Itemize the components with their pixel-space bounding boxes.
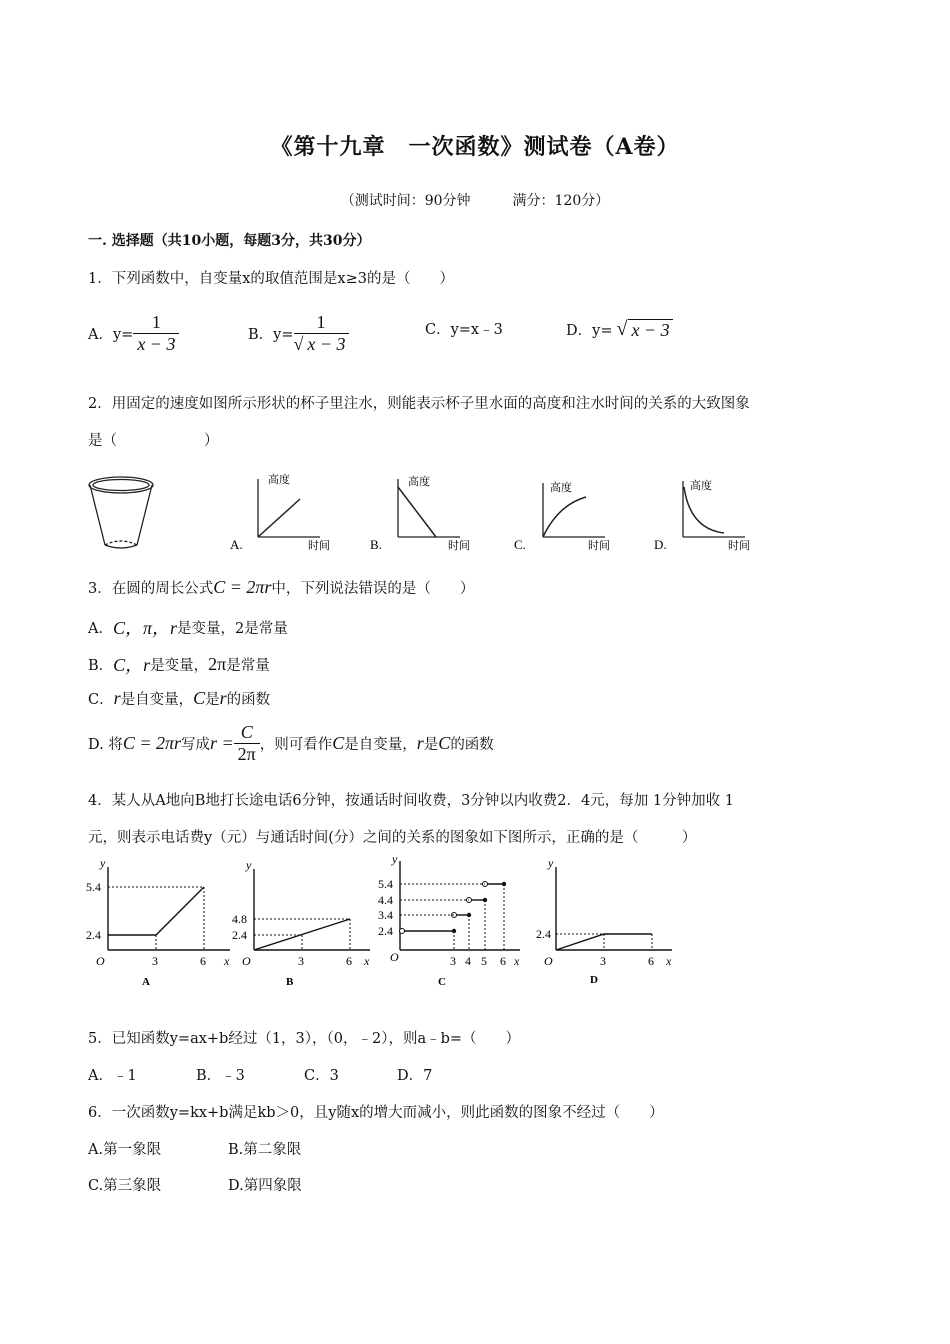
q2-d-label: D. bbox=[654, 537, 667, 552]
q3-stem: 3．在圆的周长公式 C = 2πr 中，下列说法错误的是（ ） bbox=[88, 577, 475, 597]
q4-stem-line2: 元，则表示电话费y（元）与通话时间(分）之间的关系的图象如下图所示，正确的是（ ） bbox=[88, 830, 697, 846]
q4-graph-b bbox=[232, 858, 370, 988]
q3-formula: C = 2πr bbox=[213, 577, 272, 597]
svg-text:O: O bbox=[242, 954, 251, 968]
svg-text:3: 3 bbox=[298, 954, 304, 968]
svg-text:y: y bbox=[392, 855, 398, 866]
svg-text:4.8: 4.8 bbox=[232, 912, 247, 926]
q5-option-a: A．﹣1 bbox=[88, 1068, 137, 1084]
svg-text:5: 5 bbox=[481, 954, 487, 968]
q1-option-a bbox=[88, 312, 179, 355]
svg-text:O: O bbox=[390, 950, 399, 964]
q3-option-a: A． C，π，r 是变量，2是常量 bbox=[88, 618, 288, 638]
q5-option-c: C．3 bbox=[304, 1068, 339, 1084]
svg-text:5.4: 5.4 bbox=[378, 877, 393, 891]
svg-text:5.4: 5.4 bbox=[86, 880, 101, 894]
q6-option-d: D.第四象限 bbox=[228, 1178, 302, 1194]
cup-icon bbox=[89, 477, 153, 548]
q2-stem-line1: 2．用固定的速度如图所示形状的杯子里注水，则能表示杯子里水面的高度和注水时间的关系的大致图象 bbox=[88, 396, 750, 412]
svg-text:B: B bbox=[286, 976, 294, 988]
q2-d-ylabel: 高度 bbox=[690, 480, 712, 492]
q1-option-b bbox=[248, 312, 349, 355]
q5-stem: 5．已知函数y=ax+b经过（1，3），（0，﹣2），则a﹣b=（ ） bbox=[88, 1031, 521, 1047]
q4-graph-a bbox=[86, 856, 230, 988]
q4-stem-line1: 4．某人从A地向B地打长途电话6分钟，按通话时间收费，3分钟以内收费2．4元，每加 1分钟加收 1 bbox=[88, 793, 734, 809]
svg-text:3: 3 bbox=[450, 954, 456, 968]
q5-option-d: D．7 bbox=[397, 1068, 433, 1084]
q3-option-d: D. 将 C = 2πr 写成 r = $\frac{C}{2\pi}$ ，则可看作 C 是自变量， r 是 C 的函数 bbox=[88, 722, 494, 764]
svg-text:x: x bbox=[364, 954, 370, 968]
q1-option-c: C．y=x﹣3 bbox=[425, 322, 503, 338]
svg-text:y: y bbox=[246, 858, 252, 872]
svg-text:y: y bbox=[100, 856, 106, 870]
svg-text:2.4: 2.4 bbox=[378, 924, 393, 938]
q1-b-label: B．y= bbox=[248, 327, 294, 343]
svg-text:D: D bbox=[590, 974, 598, 986]
svg-text:O: O bbox=[96, 954, 105, 968]
q6-stem: 6．一次函数y=kx+b满足kb＞0，且y随x的增大而减小，则此函数的图象不经过（ ） bbox=[88, 1105, 664, 1121]
q1-a-label: A．y= bbox=[88, 327, 134, 343]
q3-option-c: C． r 是自变量， C 是 r 的函数 bbox=[88, 688, 271, 708]
q6-option-a: A.第一象限 bbox=[88, 1142, 162, 1158]
q6-option-b: B.第二象限 bbox=[228, 1142, 302, 1158]
q2-graph-a bbox=[230, 472, 330, 552]
svg-text:O: O bbox=[544, 954, 553, 968]
q1-d-radicand: x − 3 bbox=[628, 319, 672, 341]
svg-text:x: x bbox=[666, 954, 672, 968]
section-heading: 一. 选择题（共10小题，每题3分，共30分） bbox=[88, 233, 371, 249]
q1-stem: 1．下列函数中，自变量x的取值范围是x≥3的是（ ） bbox=[88, 271, 454, 287]
svg-text:3: 3 bbox=[152, 954, 158, 968]
svg-text:2.4: 2.4 bbox=[536, 927, 551, 941]
q2-b-xlabel: 时间 bbox=[448, 540, 470, 552]
svg-text:6: 6 bbox=[346, 954, 352, 968]
svg-text:6: 6 bbox=[648, 954, 654, 968]
q2-d-xlabel: 时间 bbox=[728, 540, 750, 552]
q1-option-d: D．y= √ x − 3 bbox=[566, 318, 673, 341]
q2-c-ylabel: 高度 bbox=[550, 482, 572, 494]
svg-text:A: A bbox=[142, 976, 150, 988]
svg-text:6: 6 bbox=[200, 954, 206, 968]
q3-option-b: B． C，r 是变量， 2π 是常量 bbox=[88, 653, 270, 675]
svg-text:y: y bbox=[548, 856, 554, 870]
q6-option-c: C.第三象限 bbox=[88, 1178, 162, 1194]
q2-stem-line2: 是（ ） bbox=[88, 433, 219, 449]
q4-graph-c bbox=[378, 855, 520, 988]
svg-text:2.4: 2.4 bbox=[232, 928, 247, 942]
svg-text:3: 3 bbox=[600, 954, 606, 968]
test-info: （测试时间：90分钟 满分：120分） bbox=[340, 193, 610, 209]
q2-a-ylabel: 高度 bbox=[268, 474, 290, 486]
svg-text:6: 6 bbox=[500, 954, 506, 968]
q2-a-label: A. bbox=[230, 537, 243, 552]
q4-figures bbox=[80, 855, 690, 995]
svg-text:2.4: 2.4 bbox=[86, 928, 101, 942]
svg-text:4: 4 bbox=[465, 954, 471, 968]
q2-graph-d bbox=[654, 478, 750, 552]
svg-text:4.4: 4.4 bbox=[378, 893, 393, 907]
svg-text:3.4: 3.4 bbox=[378, 908, 393, 922]
q5-option-b: B．﹣3 bbox=[196, 1068, 245, 1084]
svg-text:C: C bbox=[438, 976, 446, 988]
q2-b-ylabel: 高度 bbox=[408, 476, 430, 488]
q1-a-fraction: $\frac{1}{x - 3}$ bbox=[133, 312, 179, 355]
q2-graph-c bbox=[514, 480, 610, 552]
q4-graph-d bbox=[536, 856, 672, 986]
q1-b-fraction: $\frac{1}{√ x - 3}$ bbox=[294, 312, 349, 355]
q2-c-xlabel: 时间 bbox=[588, 540, 610, 552]
q2-figures bbox=[80, 465, 800, 560]
q2-a-xlabel: 时间 bbox=[308, 540, 330, 552]
q3-d-fraction: $\frac{C}{2\pi}$ bbox=[234, 722, 260, 765]
q2-graph-b bbox=[370, 474, 470, 552]
svg-text:x: x bbox=[514, 954, 520, 968]
svg-text:x: x bbox=[224, 954, 230, 968]
q2-c-label: C. bbox=[514, 537, 526, 552]
page-title: 《第十九章 一次函数》测试卷（A卷） bbox=[270, 134, 680, 160]
q2-b-label: B. bbox=[370, 537, 382, 552]
